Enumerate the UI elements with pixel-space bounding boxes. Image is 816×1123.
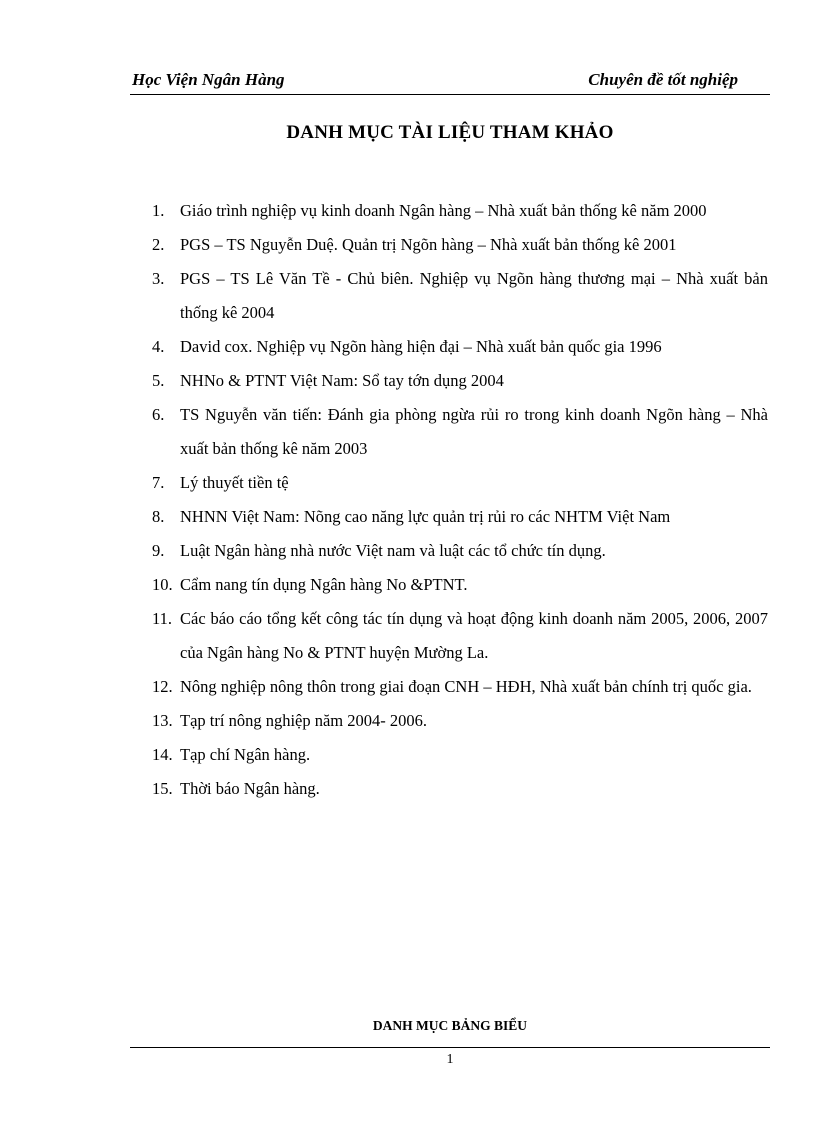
reference-item: [152, 466, 768, 500]
reference-item: [152, 670, 768, 704]
reference-item: [152, 704, 768, 738]
reference-list: [152, 194, 768, 806]
reference-item: [152, 364, 768, 398]
reference-number: 14.: [152, 745, 173, 764]
footer-divider: [130, 1047, 770, 1048]
reference-item: [152, 398, 768, 466]
reference-number: 9.: [152, 541, 165, 560]
page-header: [130, 66, 770, 95]
reference-item: [152, 500, 768, 534]
reference-item: [152, 738, 768, 772]
reference-text: Tạp trí nông nghiệp năm 2004- 2006.: [180, 711, 428, 730]
reference-item: [152, 568, 768, 602]
reference-text: Lý thuyết tiền tệ: [180, 473, 289, 492]
reference-number: 11.: [152, 609, 173, 628]
reference-text: Thời báo Ngân hàng.: [180, 779, 320, 798]
reference-item: [152, 194, 768, 228]
reference-number: 1.: [152, 201, 165, 220]
reference-text: Tạp chí Ngân hàng.: [180, 745, 311, 764]
reference-text: PGS – TS Lê Văn Tề - Chủ biên. Nghiệp vụ Ngõn hàng thương mại – Nhà xuất bản thống kê 2004: [180, 269, 768, 322]
reference-item: [152, 772, 768, 806]
reference-text: Các báo cáo tổng kết công tác tín dụng và hoạt động kinh doanh năm 2005, 2006, 2007 của Ngân hàng No & PTNT huyện Mường La.: [180, 609, 768, 662]
reference-text: Giáo trình nghiệp vụ kinh doanh Ngân hàng – Nhà xuất bản thống kê năm 2000: [180, 201, 707, 220]
reference-number: 8.: [152, 507, 165, 526]
reference-number: 4.: [152, 337, 165, 356]
reference-text: Luật Ngân hàng nhà nước Việt nam và luật các tổ chức tín dụng.: [180, 541, 606, 560]
reference-text: Cẩm nang tín dụng Ngân hàng No &PTNT.: [180, 575, 468, 594]
next-section-title: DANH MỤC BẢNG BIỂU: [372, 1018, 528, 1033]
reference-number: 6.: [152, 405, 165, 424]
header-institution: Học Viện Ngân Hàng: [132, 70, 285, 89]
reference-number: 2.: [152, 235, 165, 254]
reference-item: [152, 602, 768, 670]
reference-text: TS Nguyễn văn tiến: Đánh gia phòng ngừa rủi ro trong kinh doanh Ngõn hàng – Nhà xuất bản thống kê năm 2003: [180, 405, 768, 458]
header-document-type: Chuyên đề tốt nghiệp: [588, 70, 738, 89]
reference-text: NHNN Việt Nam: Nõng cao năng lực quản trị rủi ro các NHTM Việt Nam: [180, 507, 671, 526]
reference-number: 10.: [152, 575, 173, 594]
reference-text: Nông nghiệp nông thôn trong giai đoạn CNH – HĐH, Nhà xuất bản chính trị quốc gia.: [180, 677, 752, 696]
reference-text: NHNo & PTNT Việt Nam: Sổ tay tớn dụng 2004: [180, 371, 504, 390]
reference-number: 3.: [152, 269, 165, 288]
reference-text: David cox. Nghiệp vụ Ngõn hàng hiện đại – Nhà xuất bản quốc gia 1996: [180, 337, 662, 356]
reference-number: 15.: [152, 779, 173, 798]
page-number: 1: [446, 1052, 454, 1067]
reference-item: [152, 228, 768, 262]
reference-number: 5.: [152, 371, 165, 390]
reference-text: PGS – TS Nguyễn Duệ. Quản trị Ngõn hàng – Nhà xuất bản thống kê 2001: [180, 235, 677, 254]
reference-number: 12.: [152, 677, 173, 696]
page-title: DANH MỤC TÀI LIỆU THAM KHẢO: [286, 122, 614, 143]
reference-item: [152, 262, 768, 330]
reference-number: 13.: [152, 711, 173, 730]
reference-item: [152, 534, 768, 568]
reference-number: 7.: [152, 473, 165, 492]
reference-item: [152, 330, 768, 364]
